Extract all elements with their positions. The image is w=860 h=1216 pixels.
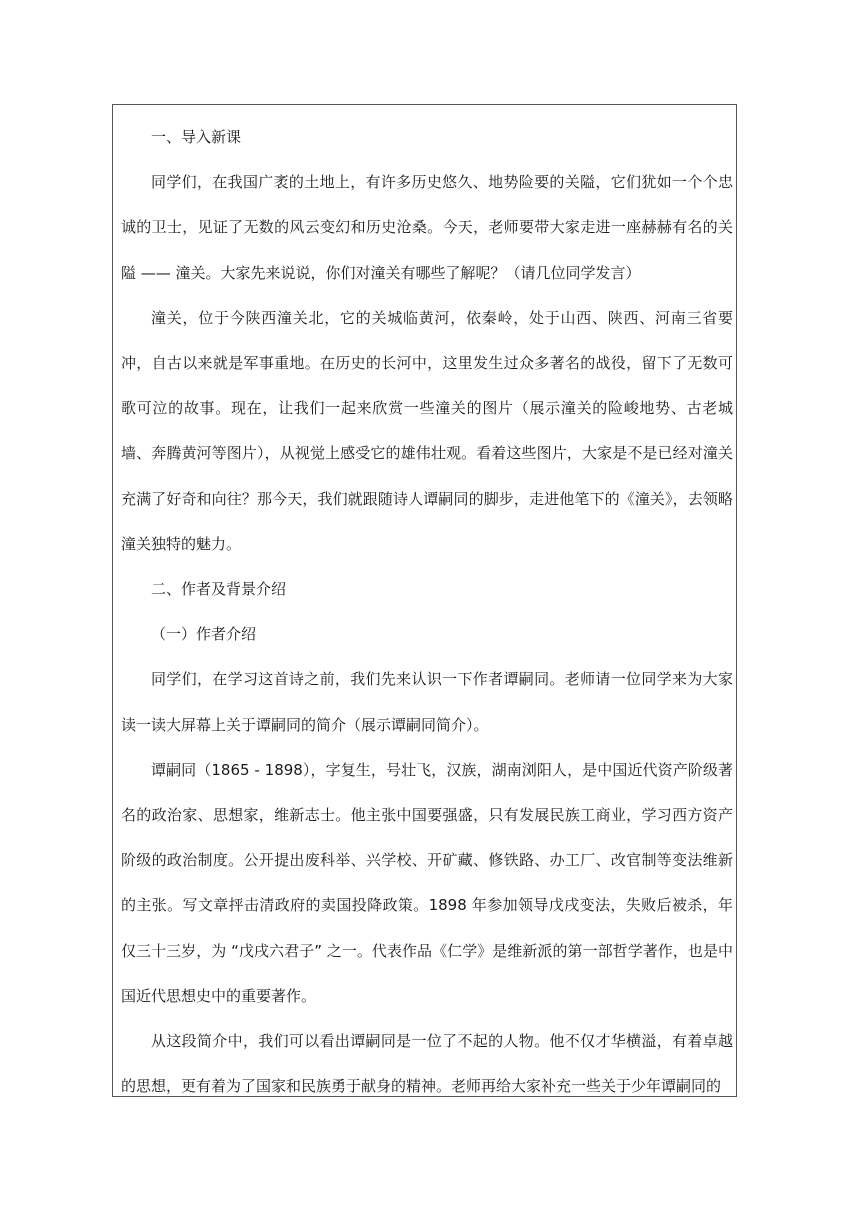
paragraph-author-intro: 同学们，在学习这首诗之前，我们先来认识一下作者谭嗣同。老师请一位同学来为大家读一读大屏幕上关于谭嗣同的简介（展示谭嗣同简介）。 [121,670,733,734]
subsection-heading-author: （一）作者介绍 [151,625,257,644]
document-body [121,115,733,1097]
paragraph-intro-question: 同学们，在我国广袤的土地上，有许多历史悠久、地势险要的关隘，它们犹如一个个忠诚的卫士，见证了无数的风云变幻和历史沧桑。今天，老师要带大家走进一座赫赫有名的关隘 —— 潼关。大家先来说说，你们对潼关有哪些了解呢？（请几位同学发言） [121,173,733,282]
section-heading-introduction: 一、导入新课 [151,128,242,146]
paragraph-author-summary: 从这段简介中，我们可以看出谭嗣同是一位了不起的人物。他不仅才华横溢，有着卓越的思想，更有着为了国家和民族勇于献身的精神。老师再给大家补充一些关于少年谭嗣同的 [121,1032,733,1096]
document-frame [112,104,737,1097]
section-heading-author-background: 二、作者及背景介绍 [151,580,287,599]
paragraph-author-bio: 谭嗣同（1865 - 1898），字复生，号壮飞，汉族，湖南浏阳人，是中国近代资产阶级著名的政治家、思想家，维新志士。他主张中国要强盛，只有发展民族工商业，学习西方资产阶级的政治制度。公开提出废科举、兴学校、开矿藏、修铁路、办工厂、改官制等变法维新的主张。写文章抨击清政府的卖国投降政策。1898 年参加领导戊戌变法，失败后被杀，年仅三十三岁，为 “戊戌六君子” 之一。代表作品《仁学》是维新派的第一部哲学著作，也是中国近代思想史中的重要著作。 [121,760,733,1005]
paragraph-tongguan-description: 潼关，位于今陕西潼关北，它的关城临黄河，依秦岭，处于山西、陕西、河南三省要冲，自古以来就是军事重地。在历史的长河中，这里发生过众多著名的战役，留下了无数可歌可泣的故事。现在，让我们一起来欣赏一些潼关的图片（展示潼关的险峻地势、古老城墙、奔腾黄河等图片），从视觉上感受它的雄伟壮观。看着这些图片，大家是不是已经对潼关充满了好奇和向往？那今天，我们就跟随诗人谭嗣同的脚步，走进他笔下的《潼关》，去领略潼关独特的魅力。 [121,308,733,553]
